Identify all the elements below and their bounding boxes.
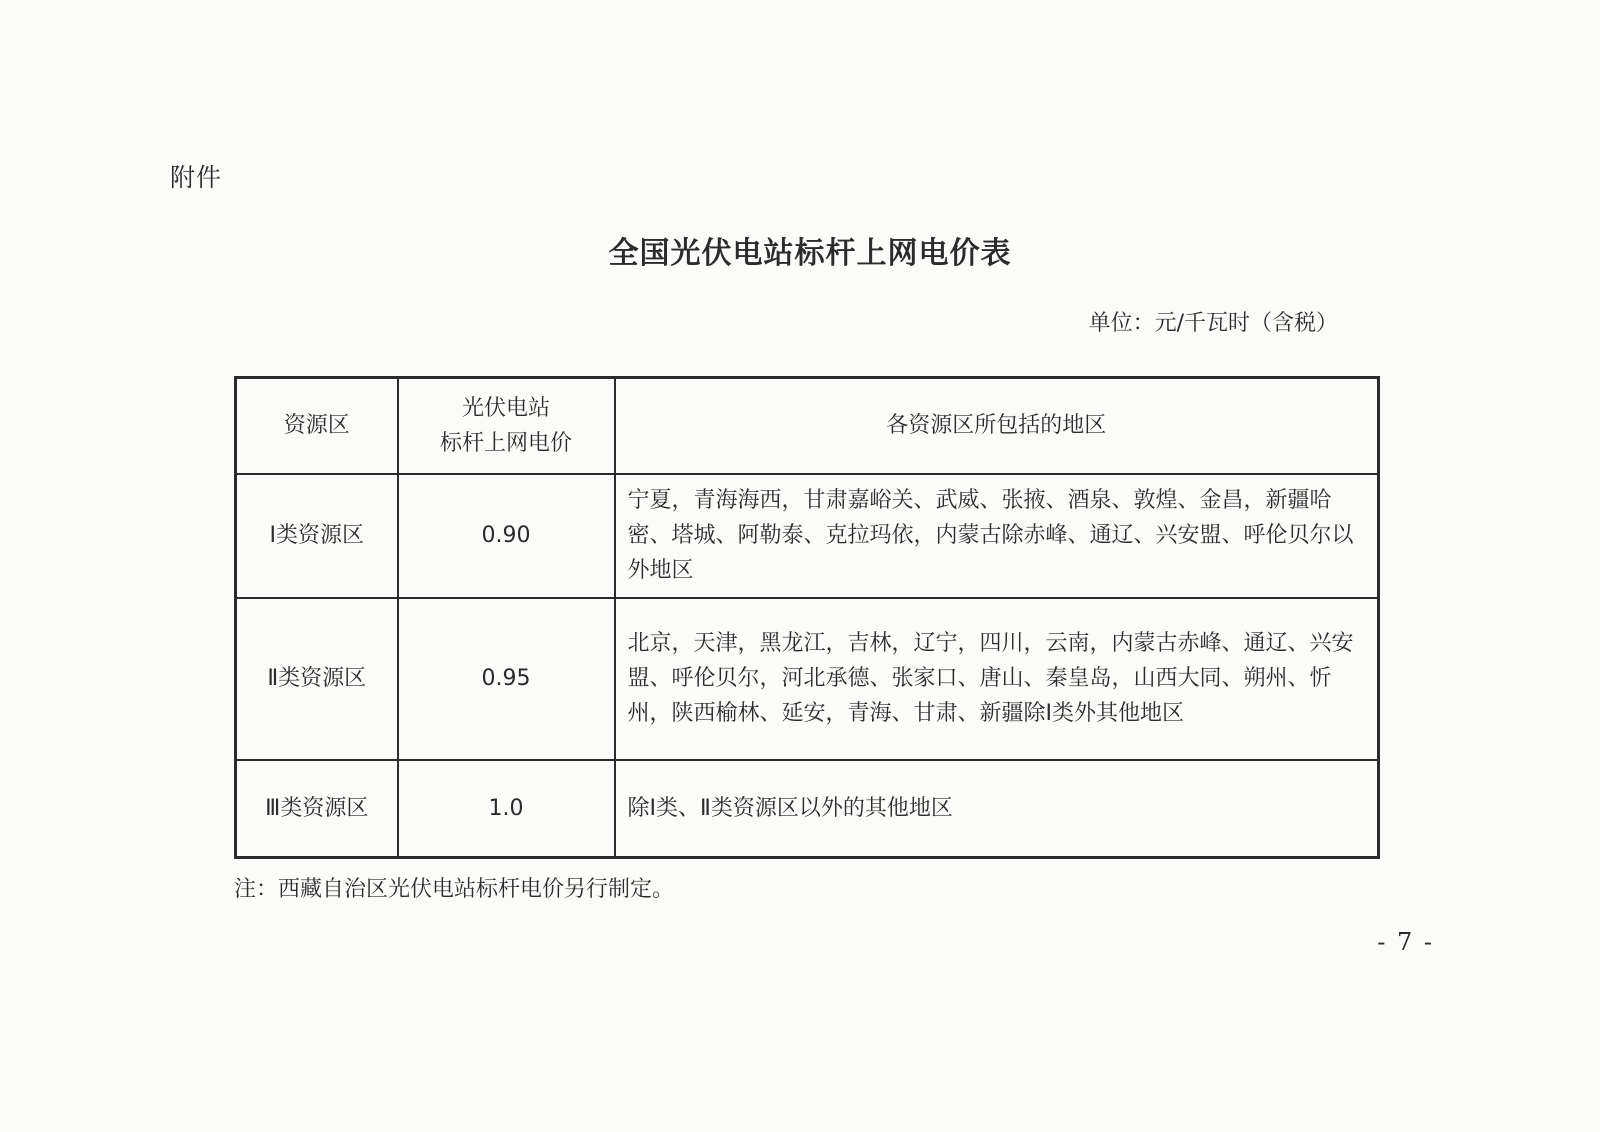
zone-cell: Ⅱ类资源区 (236, 598, 398, 760)
price-cell: 0.95 (398, 598, 615, 760)
header-regions: 各资源区所包括的地区 (615, 378, 1379, 474)
table-row (236, 474, 1379, 598)
regions-cell: 宁夏，青海海西，甘肃嘉峪关、武威、张掖、酒泉、敦煌、金昌，新疆哈密、塔城、阿勒泰、克拉玛依，内蒙古除赤峰、通辽、兴安盟、呼伦贝尔以外地区 (615, 474, 1379, 598)
header-price-line1: 光伏电站 (461, 395, 550, 421)
zone-cell: Ⅰ类资源区 (236, 474, 398, 598)
regions-cell: 除Ⅰ类、Ⅱ类资源区以外的其他地区 (615, 760, 1379, 858)
attachment-label: 附件 (170, 163, 223, 192)
header-zone: 资源区 (236, 378, 398, 474)
price-cell: 0.90 (398, 474, 615, 598)
page-number: - 7 - (1377, 928, 1434, 956)
header-price-line2: 标杆上网电价 (439, 430, 572, 456)
table-row (236, 760, 1379, 858)
table-row (236, 598, 1379, 760)
regions-cell: 北京，天津，黑龙江，吉林，辽宁，四川，云南，内蒙古赤峰、通辽、兴安盟、呼伦贝尔，河北承德、张家口、唐山、秦皇岛，山西大同、朔州、忻州，陕西榆林、延安，青海、甘肃、新疆除Ⅰ类外其他地区 (615, 598, 1379, 760)
table-header-row (236, 378, 1379, 474)
footnote: 注：西藏自治区光伏电站标杆电价另行制定。 (234, 877, 675, 902)
unit-label: 单位：元/千瓦时（含税） (1088, 311, 1338, 336)
zone-cell: Ⅲ类资源区 (236, 760, 398, 858)
price-cell: 1.0 (398, 760, 615, 858)
price-table (234, 376, 1380, 859)
page-title: 全国光伏电站标杆上网电价表 (608, 236, 1012, 271)
header-price (398, 378, 615, 474)
